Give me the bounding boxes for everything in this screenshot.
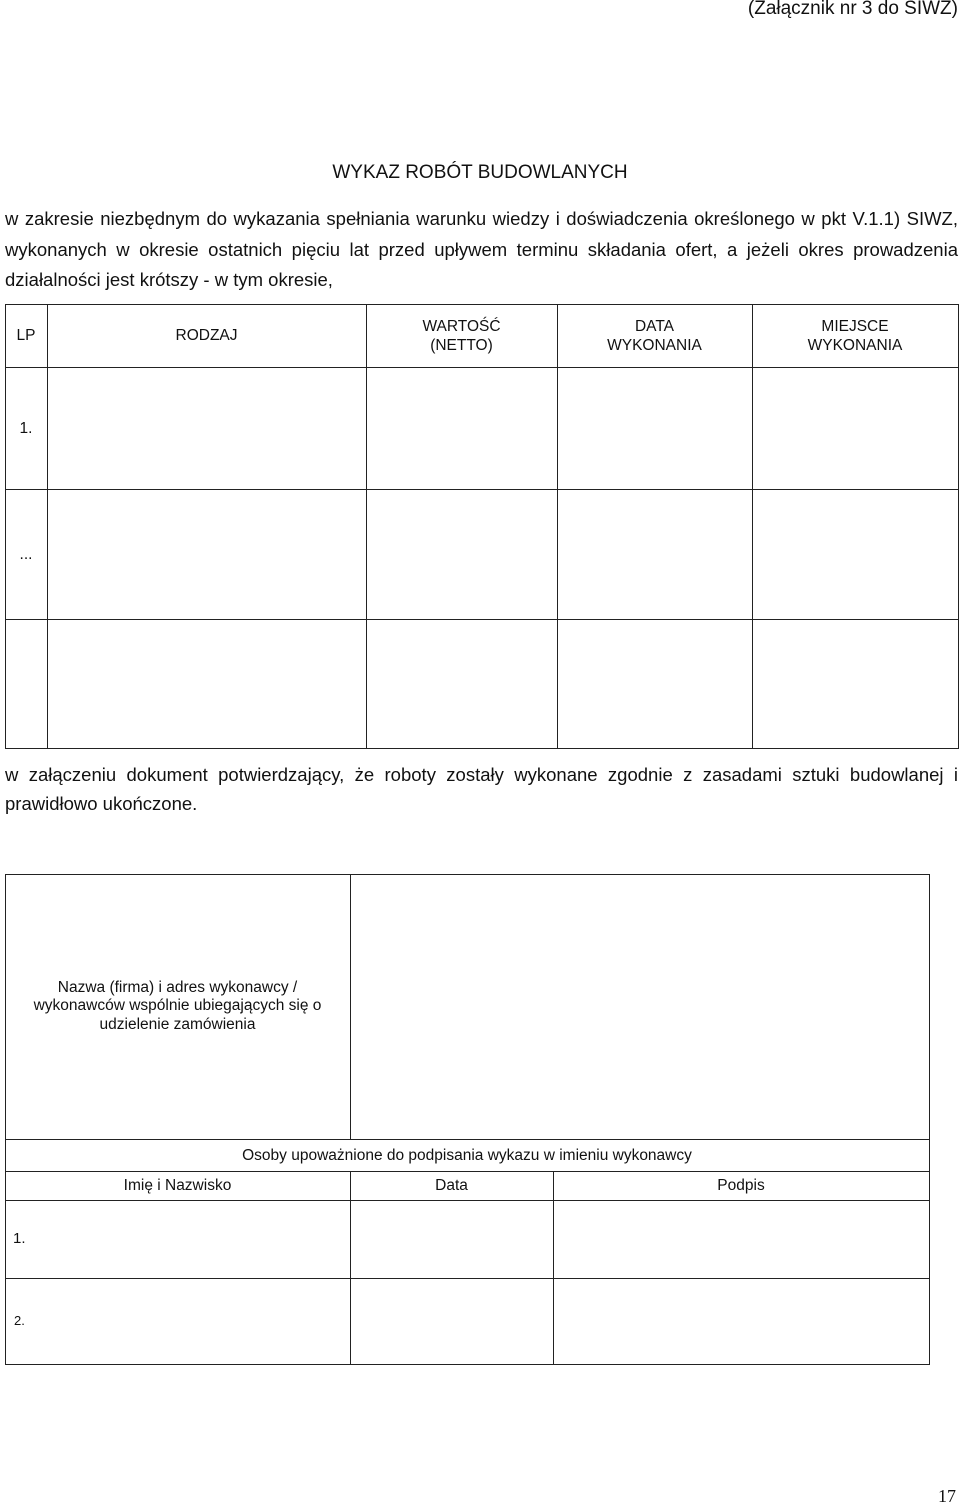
header-data-line1: DATA (634, 317, 675, 335)
table-border (752, 304, 753, 748)
signature-row-number: 1. (13, 1230, 26, 1247)
table-border (366, 304, 367, 748)
table-border (929, 874, 930, 1364)
table-border (47, 304, 48, 748)
table-border (5, 1364, 930, 1365)
signature-row-number: 2. (14, 1313, 25, 1328)
table-row-number: ... (19, 545, 33, 563)
table-border (557, 304, 558, 748)
header-wartosc (366, 304, 557, 367)
authorized-persons-header: Osoby upoważnione do podpisania wykazu w imieniu wykonawcy (242, 1146, 692, 1164)
table-row-number (5, 619, 47, 748)
table-border (5, 1278, 930, 1279)
page-number: 17 (938, 1486, 956, 1506)
column-name: Imię i Nazwisko (123, 1177, 232, 1194)
intro-paragraph: w zakresie niezbędnym do wykazania spełniania warunku wiedzy i doświadczenia określonego w pkt V.1.1) SIWZ, wykonanych w okresie ostatnich pięciu lat przed upływem terminu składania ofert, a jeżeli okres prowadzenia działalności jest krótszy - w tym okresie, (5, 208, 958, 290)
header-miejsce (752, 304, 958, 367)
table-border (5, 619, 959, 620)
header-miejsce-line2: WYKONANIA (807, 336, 903, 354)
table-border (958, 304, 959, 748)
header-wartosc-line1: WARTOŚĆ (422, 317, 501, 335)
header-rodzaj: RODZAJ (175, 327, 238, 344)
page-title: WYKAZ ROBÓT BUDOWLANYCH (332, 162, 628, 183)
header-miejsce-line1: MIEJSCE (821, 317, 889, 335)
header-data (557, 304, 752, 367)
header-wartosc-line2: (NETTO) (430, 336, 493, 354)
attachment-note: w załączeniu dokument potwierdzający, że roboty zostały wykonane zgodnie z zasadami sztuki budowlanej i prawidłowo ukończone. (5, 764, 958, 814)
table-border (5, 1200, 930, 1201)
column-signature: Podpis (717, 1177, 765, 1194)
table-border (5, 748, 959, 749)
table-border (5, 367, 959, 368)
contractor-name-label: Nazwa (firma) i adres wykonawcy / wykonawców wspólnie ubiegających się o udzielenie zamówienia (33, 978, 322, 1033)
annex-label: (Załącznik nr 3 do SIWZ) (747, 0, 958, 19)
header-lp: LP (16, 327, 36, 344)
header-data-line2: WYKONANIA (607, 336, 702, 354)
table-border (5, 874, 6, 1364)
column-date: Data (435, 1177, 468, 1194)
table-border (5, 489, 959, 490)
table-row-number: 1. (19, 419, 33, 437)
table-border (350, 874, 351, 1139)
